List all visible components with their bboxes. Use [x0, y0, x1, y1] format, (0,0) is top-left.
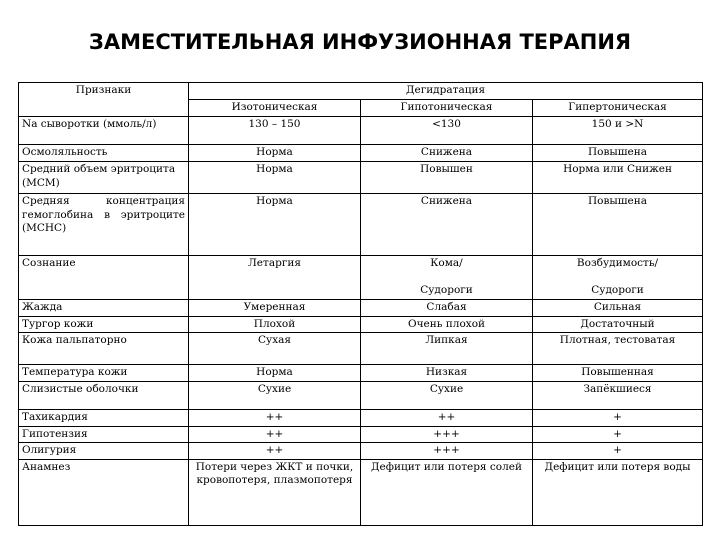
table-row	[19, 316, 703, 333]
table-cell: Сухие	[189, 381, 361, 409]
page-title: ЗАМЕСТИТЕЛЬНАЯ ИНФУЗИОННАЯ ТЕРАПИЯ	[88, 30, 632, 54]
table-cell: Снижена	[361, 145, 533, 162]
table-row	[19, 333, 703, 365]
table-cell: Повышена	[533, 194, 703, 256]
table-row	[19, 145, 703, 162]
table-cell: +	[533, 426, 703, 443]
column-header: Гипертоническая	[533, 100, 703, 117]
table-cell: Норма	[189, 162, 361, 194]
table-cell: Сухая	[189, 333, 361, 365]
table-cell: Умеренная	[189, 300, 361, 317]
row-label: Сознание	[19, 256, 189, 300]
table-cell: Липкая	[361, 333, 533, 365]
table-cell: Дефицит или потеря солей	[361, 459, 533, 525]
table-cell: Сухие	[361, 381, 533, 409]
table-cell: Сильная	[533, 300, 703, 317]
table-row	[19, 365, 703, 382]
table-cell: Повышенная	[533, 365, 703, 382]
table-cell: Достаточный	[533, 316, 703, 333]
table-row	[19, 409, 703, 426]
row-label: Жажда	[19, 300, 189, 317]
table-cell: Норма	[189, 365, 361, 382]
table-row	[19, 256, 703, 300]
table-cell: Низкая	[361, 365, 533, 382]
table-cell: Дефицит или потеря воды	[533, 459, 703, 525]
table-cell: Плохой	[189, 316, 361, 333]
column-header: Изотоническая	[189, 100, 361, 117]
cell-line: Возбудимость/	[576, 257, 659, 269]
table-row	[19, 459, 703, 525]
table-cell	[361, 256, 533, 300]
group-header: Дегидратация	[189, 83, 703, 100]
table-cell: +++	[361, 426, 533, 443]
table-cell: +	[533, 409, 703, 426]
table-cell: Норма или Снижен	[533, 162, 703, 194]
table-cell: ++	[189, 409, 361, 426]
table-row	[19, 162, 703, 194]
row-label: Na сыворотки (ммоль/л)	[19, 117, 189, 145]
row-label: Кожа пальпаторно	[19, 333, 189, 365]
table-cell: +++	[361, 443, 533, 460]
table-cell: <130	[361, 117, 533, 145]
table-cell: ++	[361, 409, 533, 426]
table-cell: ++	[189, 443, 361, 460]
cell-line: Кома/	[430, 257, 463, 269]
row-label: Слизистые оболочки	[19, 381, 189, 409]
table-row	[19, 194, 703, 256]
table-header-row	[19, 83, 703, 100]
table-cell: Плотная, тестоватая	[533, 333, 703, 365]
dehydration-table	[18, 82, 703, 526]
table-cell: ++	[189, 426, 361, 443]
row-label: Анамнез	[19, 459, 189, 525]
table-row	[19, 426, 703, 443]
cell-line: Судороги	[591, 283, 644, 296]
row-label: Температура кожи	[19, 365, 189, 382]
table-cell: Слабая	[361, 300, 533, 317]
row-label: Олигурия	[19, 443, 189, 460]
row-label: Тургор кожи	[19, 316, 189, 333]
row-label: Средний объем эритроцита (MCM)	[19, 162, 189, 194]
table-cell: 150 и >N	[533, 117, 703, 145]
table-cell: 130 – 150	[189, 117, 361, 145]
table-cell	[189, 256, 361, 300]
table-cell: Норма	[189, 145, 361, 162]
table-cell: Запёкшиеся	[533, 381, 703, 409]
cell-line: Летаргия	[248, 257, 301, 269]
table-cell: +	[533, 443, 703, 460]
row-label: Средняя концентрация гемоглобина в эритроците (MCHC)	[19, 194, 189, 256]
table-row	[19, 300, 703, 317]
row-label: Гипотензия	[19, 426, 189, 443]
row-label: Осмоляльность	[19, 145, 189, 162]
table-cell: Норма	[189, 194, 361, 256]
cell-line: Судороги	[420, 283, 473, 296]
table-cell: Повышена	[533, 145, 703, 162]
column-header: Гипотоническая	[361, 100, 533, 117]
table-row	[19, 443, 703, 460]
table-cell: Повышен	[361, 162, 533, 194]
table-row	[19, 381, 703, 409]
table-cell	[533, 256, 703, 300]
table-cell: Очень плохой	[361, 316, 533, 333]
table-cell: Снижена	[361, 194, 533, 256]
table-row	[19, 117, 703, 145]
table-cell: Потери через ЖКТ и почки, кровопотеря, плазмопотеря	[189, 459, 361, 525]
row-label: Тахикардия	[19, 409, 189, 426]
corner-header: Признаки	[19, 83, 189, 117]
